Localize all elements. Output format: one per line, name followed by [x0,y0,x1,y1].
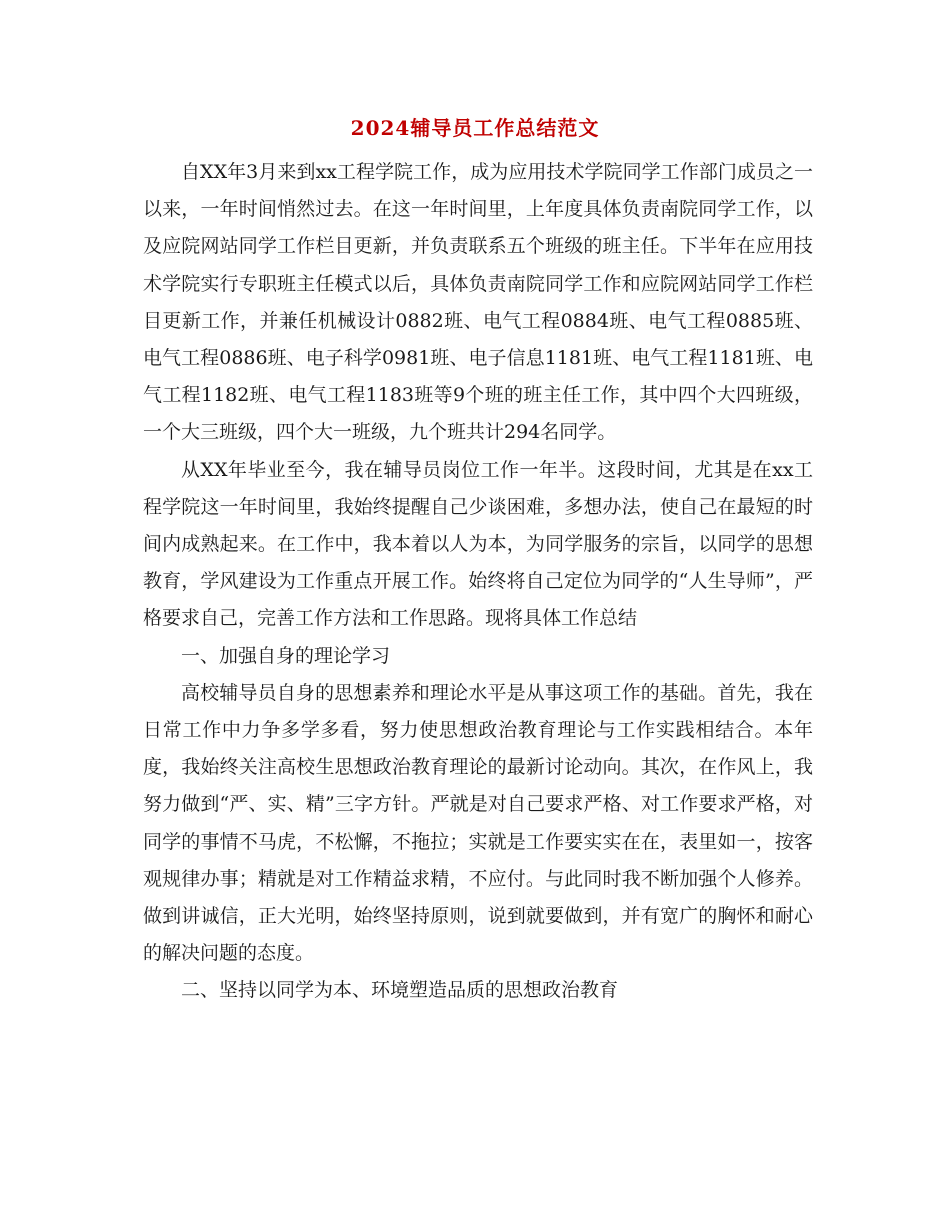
paragraph-theory-study: 高校辅导员自身的思想素养和理论水平是从事这项工作的基础。首先，我在日常工作中力争多学多看，努力使思想政治教育理论与工作实践相结合。本年度，我始终关注高校生思想政治教育理论的最新讨论动向。其次，在作风上，我努力做到“严、实、精”三字方针。严就是对自己要求严格、对工作要求严格，对同学的事情不马虎，不松懈，不拖拉；实就是工作要实实在在，表里如一，按客观规律办事；精就是对工作精益求精，不应付。与此同时我不断加强个人修养。做到讲诚信，正大光明，始终坚持原则，说到就要做到，并有宽广的胸怀和耐心的解决问题的态度。 [143,681,813,965]
paragraph-intro: 自XX年3月来到xx工程学院工作，成为应用技术学院同学工作部门成员之一以来，一年时间悄然过去。在这一年时间里，上年度具体负责南院同学工作，以及应院网站同学工作栏目更新，并负责联系五个班级的班主任。下半年在应用技术学院实行专职班主任模式以后，具体负责南院同学工作和应院网站同学工作栏目更新工作，并兼任机械设计0882班、电气工程0884班、电气工程0885班、电气工程0886班、电子科学0981班、电子信息1181班、电气工程1181班、电气工程1182班、电气工程1183班等9个班的班主任工作，其中四个大四班级，一个大三班级，四个大一班级，九个班共计294名同学。 [143,161,813,444]
document-title: 2024辅导员工作总结范文 [350,116,600,140]
document-body [143,154,813,1010]
section-heading-2: 二、坚持以同学为本、环境塑造品质的思想政治教育 [181,979,619,1002]
paragraph-overview: 从XX年毕业至今，我在辅导员岗位工作一年半。这段时间，尤其是在xx工程学院这一年时间里，我始终提醒自己少谈困难，多想办法，使自己在最短的时间内成熟起来。在工作中，我本着以人为本，为同学服务的宗旨，以同学的思想教育，学风建设为工作重点开展工作。始终将自己定位为同学的“人生导师”，严格要求自己，完善工作方法和工作思路。现将具体工作总结 [143,458,813,630]
section-heading-1: 一、加强自身的理论学习 [181,644,391,667]
